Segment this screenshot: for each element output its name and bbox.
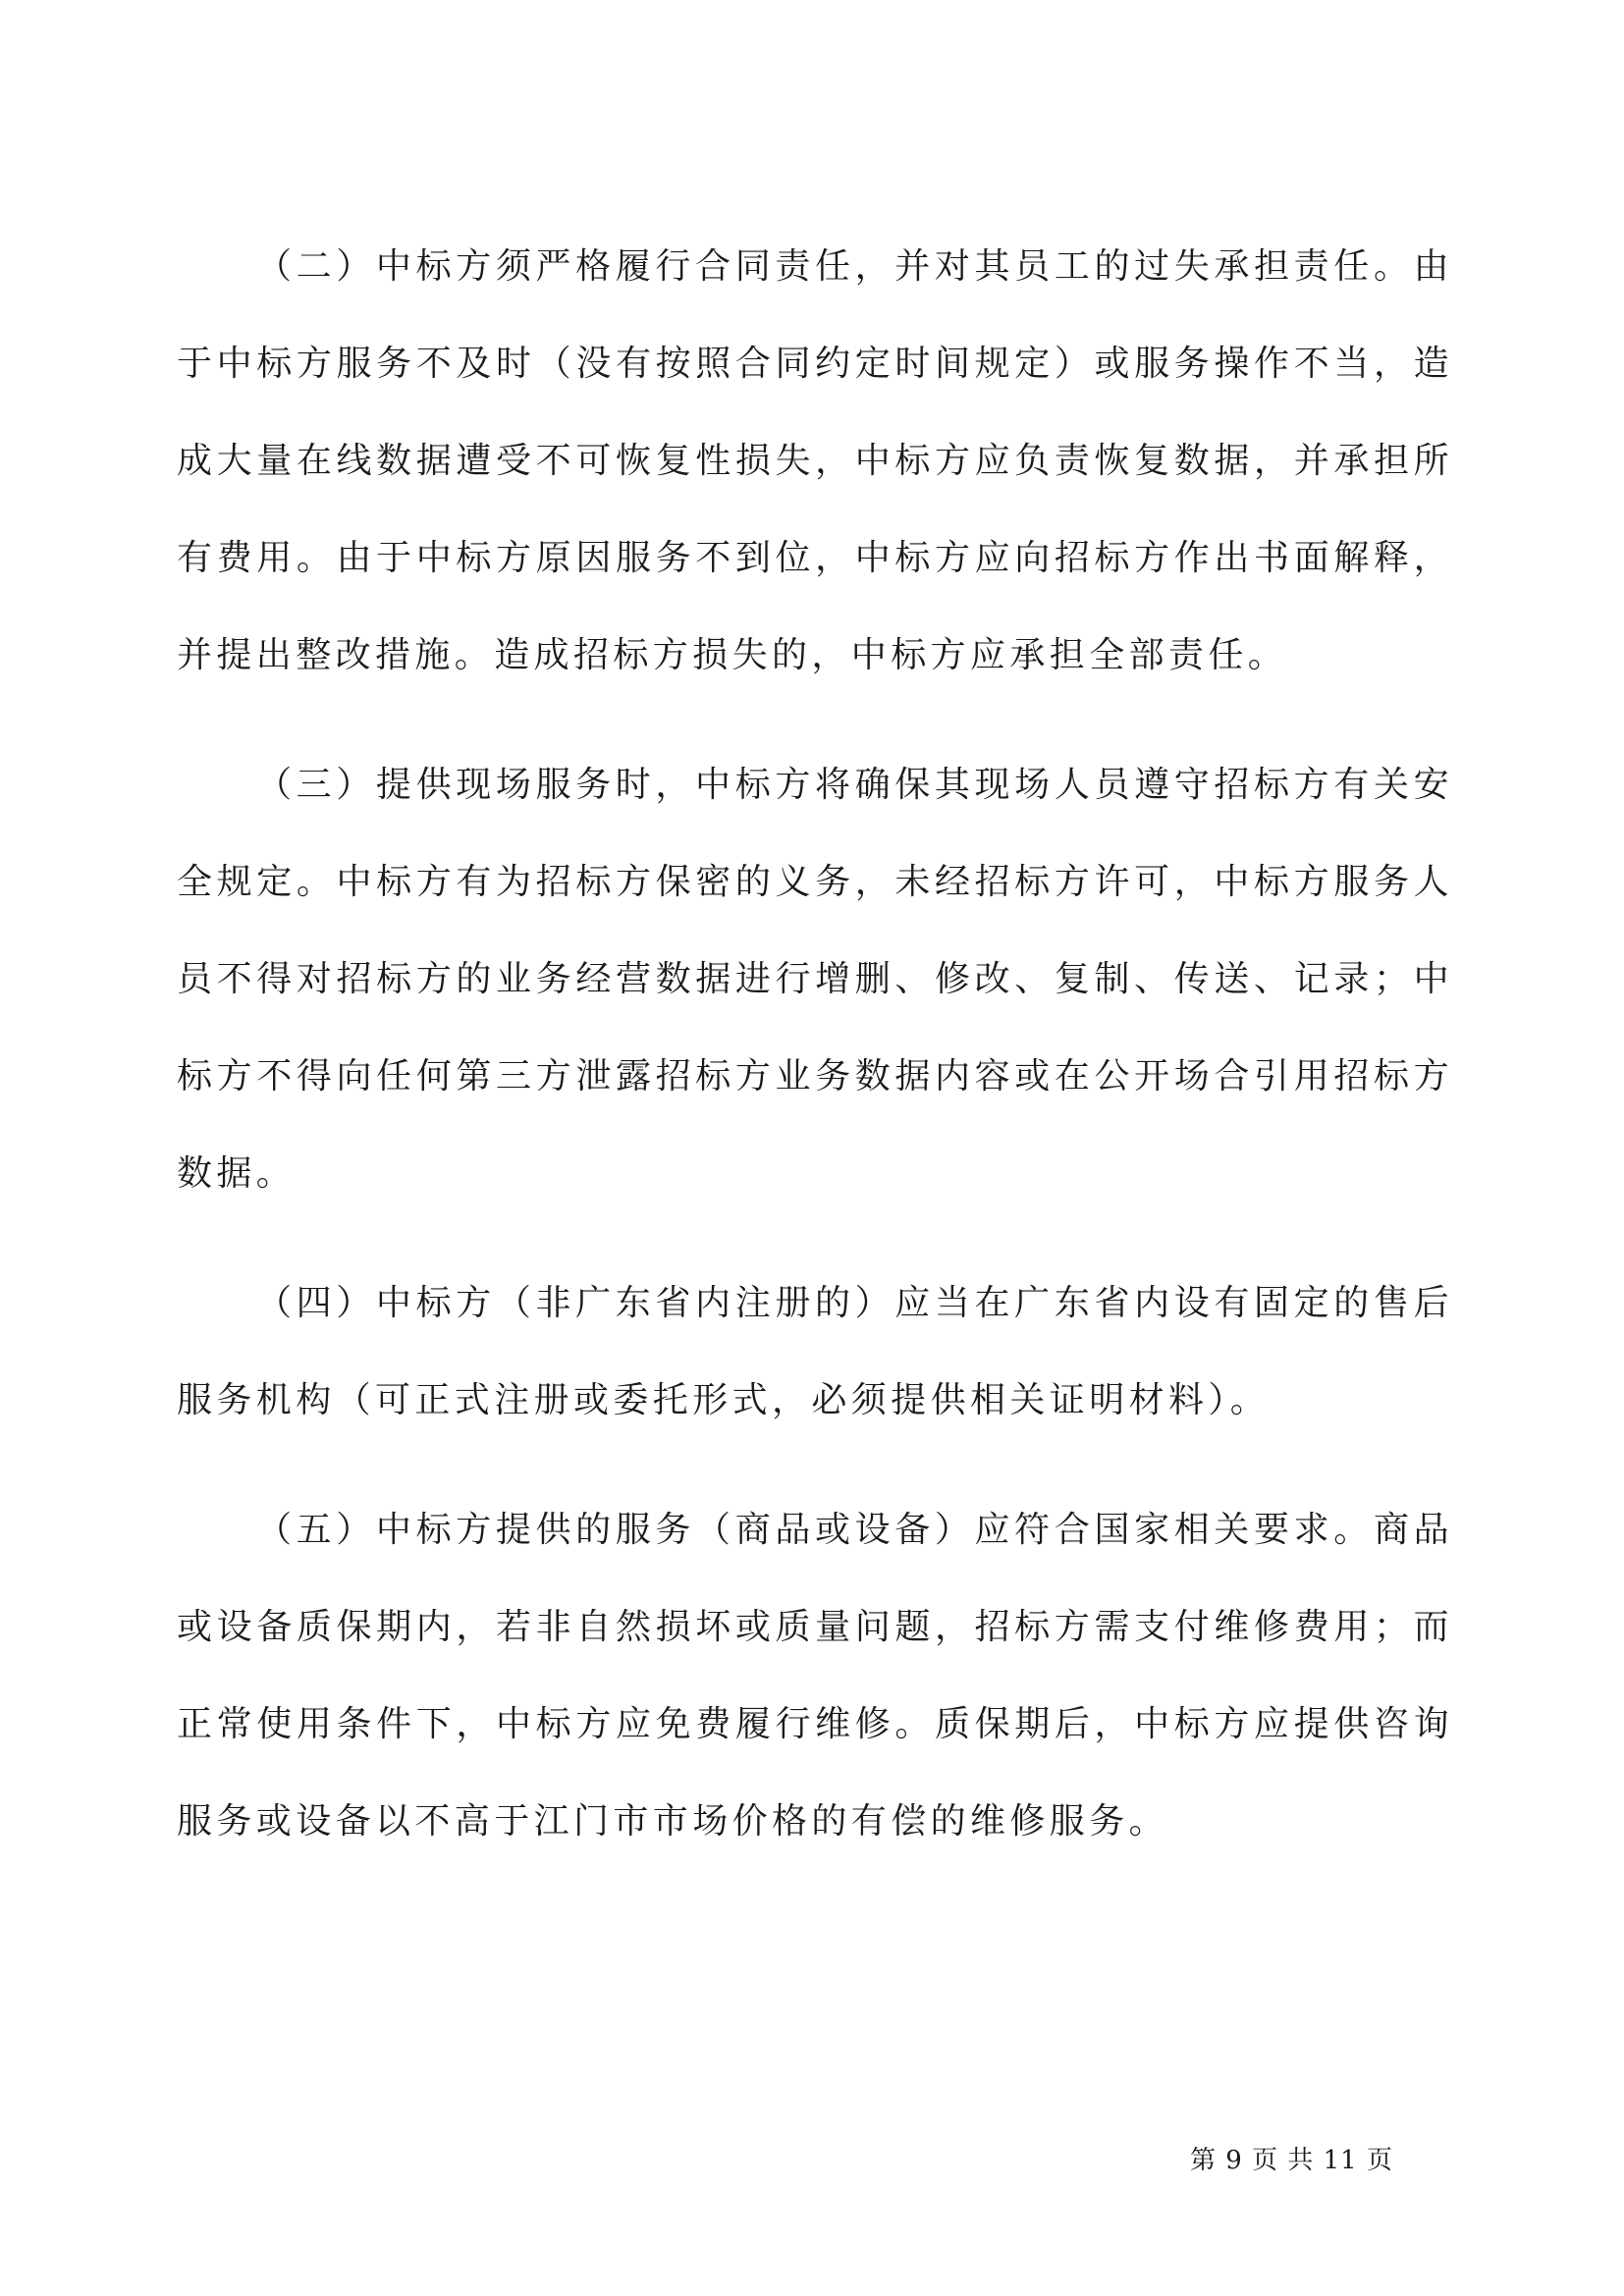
document-body [177, 218, 1453, 1870]
page-number: 第 9 页 共 11 页 [1190, 2146, 1393, 2175]
paragraph-5: （五）中标方提供的服务（商品或设备）应符合国家相关要求。商品或设备质保期内，若非自然损坏或质量问题，招标方需支付维修费用；而正常使用条件下，中标方应免费履行维修。质保期后，中标方应提供咨询服务或设备以不高于江门市市场价格的有偿的维修服务。 [177, 1510, 1453, 1842]
paragraph-2: （二）中标方须严格履行合同责任，并对其员工的过失承担责任。由于中标方服务不及时（没有按照合同约定时间规定）或服务操作不当，造成大量在线数据遭受不可恢复性损失，中标方应负责恢复数据，并承担所有费用。由于中标方原因服务不到位，中标方应向招标方作出书面解释，并提出整改措施。造成招标方损失的，中标方应承担全部责任。 [177, 246, 1453, 675]
paragraph-4: （四）中标方（非广东省内注册的）应当在广东省内设有固定的售后服务机构（可正式注册或委托形式，必须提供相关证明材料）。 [177, 1283, 1453, 1420]
paragraph-3: （三）提供现场服务时，中标方将确保其现场人员遵守招标方有关安全规定。中标方有为招标方保密的义务，未经招标方许可，中标方服务人员不得对招标方的业务经营数据进行增删、修改、复制、传送、记录；中标方不得向任何第三方泄露招标方业务数据内容或在公开场合引用招标方数据。 [177, 765, 1453, 1194]
